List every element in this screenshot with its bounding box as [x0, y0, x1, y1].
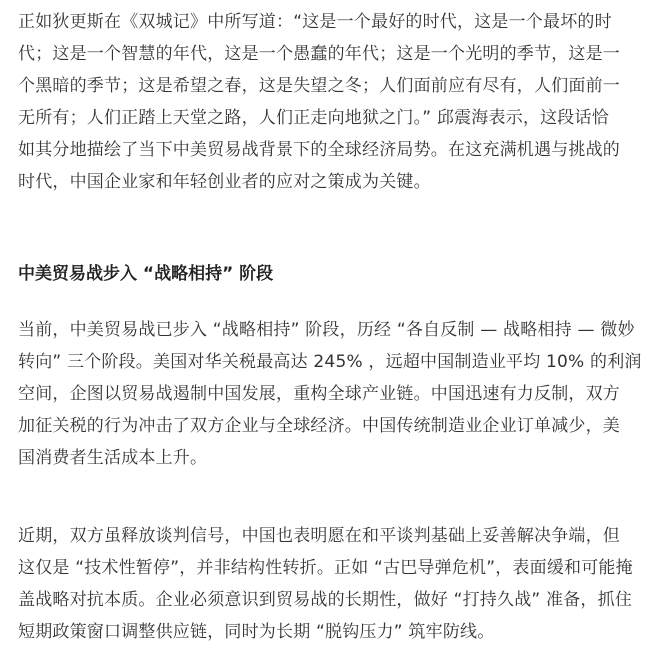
section-heading: 中美贸易战步入 “战略相持” 阶段 — [18, 264, 274, 284]
text-line: 时代，中国企业家和年轻创业者的应对之策成为关键。 — [18, 172, 431, 192]
text-line: 转向” 三个阶段。美国对华关税最高达 245% ，远超中国制造业平均 10% 的利润 — [18, 352, 642, 372]
text-line: 当前，中美贸易战已步入 “战略相持” 阶段，历经 “各自反制 — 战略相持 — 微妙 — [18, 320, 635, 340]
paragraph-intro — [18, 6, 620, 198]
paragraph-recent-signals — [18, 520, 633, 648]
paragraph-strategic-stalemate — [18, 314, 642, 474]
text-line: 代；这是一个智慧的年代，这是一个愚蠢的年代；这是一个光明的季节，这是一 — [18, 44, 620, 64]
text-line: 这仅是 “技术性暂停”，并非结构性转折。正如 “古巴导弹危机”，表面缓和可能掩 — [18, 558, 633, 578]
text-line: 国消费者生活成本上升。 — [18, 448, 208, 468]
text-line: 短期政策窗口调整供应链，同时为长期 “脱钩压力” 筑牢防线。 — [18, 622, 495, 642]
text-line: 近期，双方虽释放谈判信号，中国也表明愿在和平谈判基础上妥善解决争端，但 — [18, 526, 620, 546]
text-line: 空间，企图以贸易战遏制中国发展，重构全球产业链。中国迅速有力反制，双方 — [18, 384, 620, 404]
text-line: 个黑暗的季节；这是希望之春，这是失望之冬；人们面前应有尽有，人们面前一 — [18, 76, 620, 96]
text-line: 加征关税的行为冲击了双方企业与全球经济。中国传统制造业企业订单减少，美 — [18, 416, 620, 436]
text-line: 盖战略对抗本质。企业必须意识到贸易战的长期性，做好 “打持久战” 准备，抓住 — [18, 590, 633, 610]
text-line: 正如狄更斯在《双城记》中所写道：“这是一个最好的时代，这是一个最坏的时 — [18, 12, 612, 32]
text-line: 如其分地描绘了当下中美贸易战背景下的全球经济局势。在这充满机遇与挑战的 — [18, 140, 620, 160]
text-line: 无所有；人们正踏上天堂之路，人们正走向地狱之门。” 邱震海表示，这段话恰 — [18, 108, 609, 128]
